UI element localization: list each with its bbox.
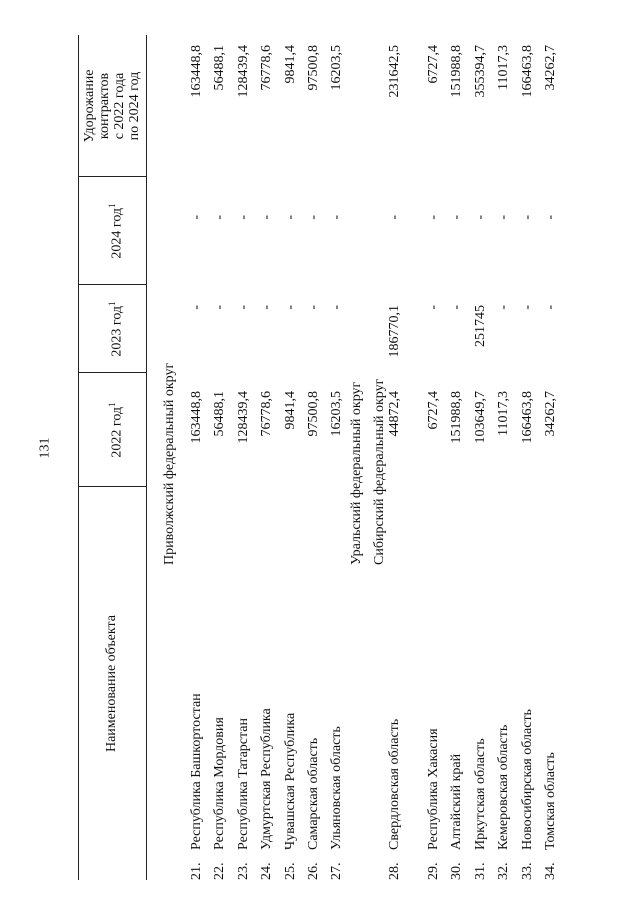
table-cell-y2023: - (329, 305, 344, 310)
table-cell-name: Иркутская область (473, 738, 488, 850)
table-cell-name: Республика Мордовия (212, 717, 227, 850)
header-2023 (104, 285, 126, 373)
table-cell-y2022: 97500,8 (306, 391, 321, 437)
header-increase-line: контрактов (97, 72, 112, 140)
header-2022-label: 2022 год (109, 406, 125, 458)
table-cell-y2024: - (473, 215, 488, 220)
table-cell-num: 30. (449, 862, 464, 880)
table-cell-y2022: 166463,8 (520, 391, 535, 444)
table-cell-name: Кемеровская область (496, 724, 511, 850)
table-cell-num: 27. (329, 862, 344, 880)
table-cell-y2022: 128439,4 (236, 391, 251, 444)
table-cell-y2024: - (543, 215, 558, 220)
header-2022 (104, 373, 126, 487)
table-cell-name: Республика Башкортостан (189, 693, 204, 850)
table-cell-y2023: - (283, 305, 298, 310)
table-cell-y2024: - (449, 215, 464, 220)
header-2024-label: 2024 год (109, 207, 125, 259)
table-cell-y2024: - (259, 215, 274, 220)
table-cell-name: Томская область (543, 752, 558, 850)
table-cell-inc: 128439,4 (236, 45, 251, 98)
table-cell-name: Алтайский край (449, 753, 464, 850)
table-cell-num: 23. (236, 862, 251, 880)
table-cell-inc: 166463,8 (520, 45, 535, 98)
table-cell-y2024: - (212, 215, 227, 220)
table-cell-name: Чувашская Республика (283, 712, 298, 850)
table-cell-inc: 231642,5 (387, 45, 402, 98)
table-cell-y2022: 16203,5 (329, 391, 344, 437)
header-name: Наименование объекта (104, 614, 119, 753)
section-title: Сибирский федеральный округ (372, 378, 387, 565)
table-cell-inc: 56488,1 (212, 45, 227, 91)
table-cell-y2023: 251745 (473, 305, 488, 347)
page-number: 131 (37, 437, 53, 459)
table-cell-num: 29. (426, 862, 441, 880)
table-cell-inc: 355394,7 (473, 45, 488, 98)
table-cell-y2022: 44872,4 (387, 391, 402, 437)
header-increase-line: с 2022 года (112, 72, 127, 140)
section-title: Уральский федеральный округ (349, 381, 364, 565)
table-cell-y2022: 151988,8 (449, 391, 464, 444)
table-cell-y2024: - (306, 215, 321, 220)
table-cell-inc: 11017,3 (496, 45, 511, 90)
table-cell-y2024: - (189, 215, 204, 220)
footnote-mark: 1 (107, 402, 117, 407)
table-cell-y2023: - (543, 305, 558, 310)
table-cell-num: 33. (520, 862, 535, 880)
table-cell-name: Самарская область (306, 737, 321, 850)
table-cell-y2022: 11017,3 (496, 391, 511, 436)
table-cell-num: 32. (496, 862, 511, 880)
table-cell-inc: 163448,8 (189, 45, 204, 98)
table-cell-y2022: 56488,1 (212, 391, 227, 437)
table-cell-y2023: 186770,1 (387, 305, 402, 358)
table-cell-y2023: - (212, 305, 227, 310)
table-cell-y2024: - (496, 215, 511, 220)
table-cell-num: 25. (283, 862, 298, 880)
table-cell-y2023: - (449, 305, 464, 310)
table-cell-y2023: - (236, 305, 251, 310)
table-cell-name: Свердловская область (387, 718, 402, 850)
table-cell-y2023: - (259, 305, 274, 310)
table-cell-num: 34. (543, 862, 558, 880)
table-cell-y2023: - (520, 305, 535, 310)
table-cell-y2022: 76778,6 (259, 391, 274, 437)
table-cell-y2024: - (387, 215, 402, 220)
table-cell-y2023: - (426, 305, 441, 310)
table-cell-name: Ульяновская область (329, 726, 344, 850)
table-cell-num: 21. (189, 862, 204, 880)
table-cell-num: 31. (473, 862, 488, 880)
header-increase-line: по 2024 год (127, 71, 142, 141)
table-cell-y2024: - (283, 215, 298, 220)
table-cell-y2023: - (496, 305, 511, 310)
table-cell-num: 22. (212, 862, 227, 880)
table-cell-name: Республика Татарстан (236, 717, 251, 850)
table-cell-inc: 34262,7 (543, 45, 558, 91)
table-cell-y2022: 163448,8 (189, 391, 204, 444)
section-title: Приволжский федеральный округ (162, 362, 177, 565)
header-bottom-rule (146, 35, 147, 880)
table-cell-inc: 151988,8 (449, 45, 464, 98)
footnote-mark: 1 (107, 301, 117, 306)
table-cell-name: Удмуртская Республика (259, 708, 274, 850)
table-cell-inc: 9841,4 (283, 45, 298, 84)
table-cell-name: Республика Хакасия (426, 728, 441, 850)
footnote-mark: 1 (107, 203, 117, 208)
table-cell-num: 24. (259, 862, 274, 880)
table-cell-inc: 16203,5 (329, 45, 344, 91)
header-increase (82, 35, 142, 177)
table-cell-y2023: - (189, 305, 204, 310)
table-cell-num: 26. (306, 862, 321, 880)
table-cell-y2024: - (236, 215, 251, 220)
header-2024 (104, 177, 126, 285)
table-cell-num: 28. (387, 862, 402, 880)
table-cell-inc: 97500,8 (306, 45, 321, 91)
table-top-rule (78, 35, 79, 880)
table-cell-y2022: 103649,7 (473, 391, 488, 444)
table-cell-inc: 6727,4 (426, 45, 441, 84)
table-cell-y2024: - (520, 215, 535, 220)
table-cell-name: Новосибирская область (520, 709, 535, 850)
table-cell-inc: 76778,6 (259, 45, 274, 91)
table-cell-y2024: - (426, 215, 441, 220)
table-cell-y2022: 9841,4 (283, 391, 298, 430)
table-cell-y2022: 34262,7 (543, 391, 558, 437)
table-cell-y2024: - (329, 215, 344, 220)
table-cell-y2022: 6727,4 (426, 391, 441, 430)
table-cell-y2023: - (306, 305, 321, 310)
header-2023-label: 2023 год (109, 305, 125, 357)
header-increase-line: Удорожание (82, 69, 97, 143)
